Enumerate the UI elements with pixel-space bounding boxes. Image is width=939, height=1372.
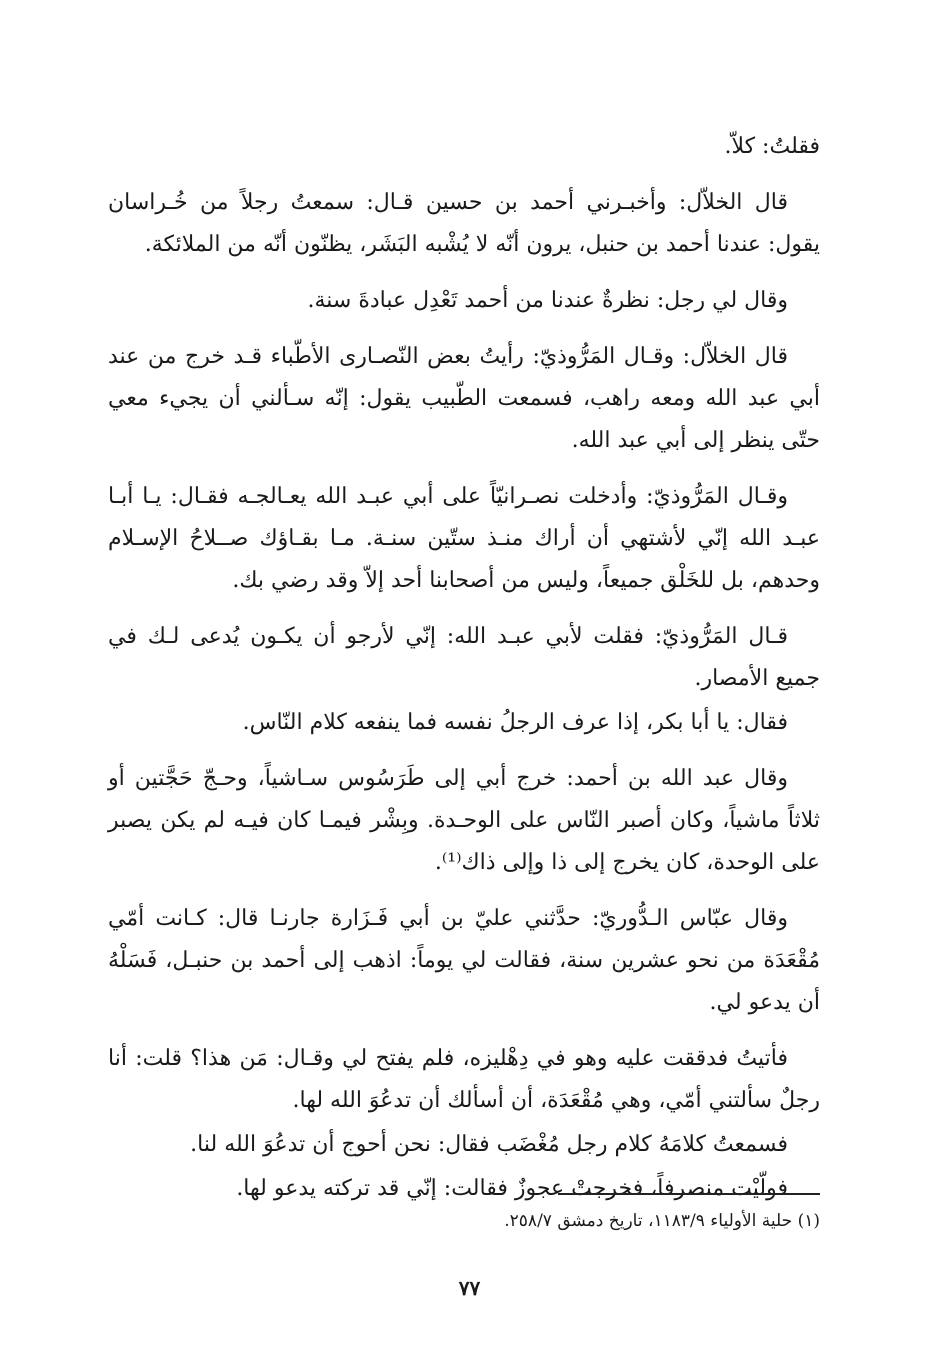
paragraph: فأتيتُ فدققت عليه وهو في دِهْليزه، فلم يفتح لي وقـال: مَن هذا؟ قلت: أنا رجلٌ سألتني أمّي، وهي مُقْعَدَة، أن أسألك أن تدعُوَ الله لها. <box>108 1046 820 1113</box>
paragraph: فقال: يا أبا بكر، إذا عرف الرجلُ نفسه فما ينفعه كلام النّاس. <box>242 710 788 735</box>
paragraph: فولّيْت منصرفاً، فخرجتْ عجوزٌ فقالت: إنّي قد تركته يدعو لها. <box>236 1176 788 1201</box>
paragraph: وقـال المَرُّوذيّ: وأدخلت نصـرانيّاً على أبي عبـد الله يعـالجـه فقـال: يـا أبـا عبـد الله إنّي لأشتهي أن أراك منـذ ستّين سنـة. مـا بقـاؤك صــلاحُ الإسـلام وحدهم، بل للخَلْق جميعاً، وليس من أصحابنا أحد إلاّ وقد رضي بك. <box>108 484 820 593</box>
paragraph: قال الخلاّل: وقـال المَرُّوذيّ: رأيتُ بعض النّصـارى الأطّباء قـد خرج من عند أبي عبد الله ومعه راهب، فسمعت الطّبيب يقول: إنّه سـألني أن يجيء معي حتّى ينظر إلى أبي عبد الله. <box>108 344 820 453</box>
footnote: (١) حلية الأولياء ١١٨٣/٩، تاريخ دمشق ٢٥٨/٧. <box>504 1211 820 1231</box>
paragraph: وقال عبّاس الـدُّوريّ: حدَّثني عليّ بن أبي فَـزَارة جارنـا قال: كـانت أمّي مُقْعَدَة من نحو عشرين سنة، فقالت لي يوماً: اذهب إلى أحمد بن حنبـل، فَسَلْهُ أن يدعو لي. <box>108 906 820 1015</box>
paragraph: قـال المَرُّوذيّ: فقلت لأبي عبـد الله: إنّي لأرجو أن يكـون يُدعى لـك في جميع الأمصار. <box>108 624 820 691</box>
footnote-divider <box>558 1193 820 1195</box>
paragraph: وقال عبد الله بن أحمد: خرج أبي إلى طَرَسُوس سـاشياً، وحـجّ حَجَّتين أو ثلاثاً ماشياً، وكان أصبر النّاس على الوحـدة. وبِشْر فيمـا كان فيـه لم يكن يصبر على الوحدة، كان يخرج إلى ذا وإلى ذاك⁽¹⁾. <box>108 766 820 875</box>
paragraph: وقال لي رجل: نظرةٌ عندنا من أحمد تَعْدِل عبادةَ سنة. <box>307 288 788 313</box>
paragraph: قال الخلاّل: وأخبـرني أحمد بن حسين قـال: سمعتُ رجلاً من خُـراسان يقول: عندنا أحمد بن حنبل، يرون أنّه لا يُشْبه البَشَر، يظنّون أنّه من الملائكة. <box>108 190 820 257</box>
page-number: ٧٧ <box>458 1276 481 1300</box>
main-text <box>108 126 820 1212</box>
paragraph: فسمعتُ كلامَهُ كلام رجل مُغْضَب فقال: نحن أحوج أن تدعُوَ الله لنا. <box>190 1132 788 1157</box>
paragraph: فقلتُ: كلاّ. <box>724 134 820 159</box>
